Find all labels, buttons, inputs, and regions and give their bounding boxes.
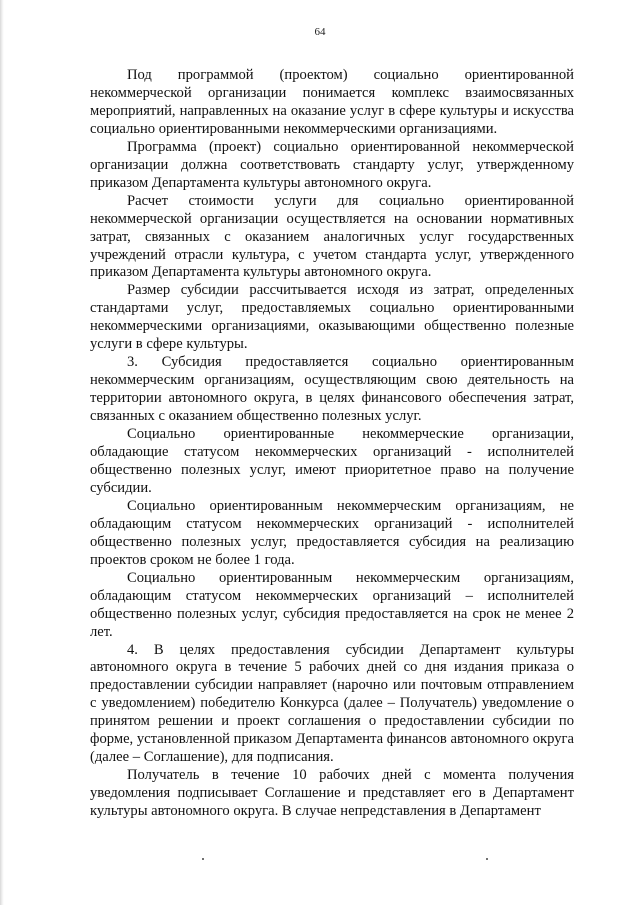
footer-dot-right — [486, 858, 488, 860]
paragraph-clause-4: 4. В целях предоставления субсидии Департамент культуры автономного округа в течение 5 рабочих дней со дня издания приказа о предоставлении субсидии направляет (нарочно или почтовым отправлением с уведомлением) победителю Конкурса (далее – Получатель) уведомление о принятом решении и проект соглашения о предоставлении субсидии по форме, установленной приказом Департамента финансов автономного округа (далее – Соглашение), для подписания. — [90, 641, 574, 766]
paragraph-program-definition: Под программой (проектом) социально ориентированной некоммерческой организации понимается комплекс взаимосвязанных мероприятий, направленных на оказание услуг в сфере культуры и искусства социально ориентированными некоммерческими организациями. — [90, 67, 574, 137]
page-number: 64 — [314, 26, 326, 38]
paragraph-term-one-year: Социально ориентированным некоммерческим организациям, не обладающим статусом некоммерческих организаций - исполнителей общественно полезных услуг, предоставляется субсидия на реализацию проектов сроком не более 1 года. — [90, 497, 574, 568]
footer-dot-left — [202, 858, 204, 860]
paragraph-program-standard: Программа (проект) социально ориентированной некоммерческой организации должна соответствовать стандарту услуг, утвержденному приказом Департамента культуры автономного округа. — [90, 138, 574, 191]
document-body — [90, 67, 574, 821]
paragraph-priority-right: Социально ориентированные некоммерческие организации, обладающие статусом некоммерческих организаций - исполнителей общественно полезных услуг, имеют приоритетное право на получение субсидии. — [90, 426, 574, 496]
paragraph-clause-3: 3. Субсидия предоставляется социально ориентированным некоммерческим организациям, осуществляющим свою деятельность на территории автономного округа, в целях финансового обеспечения затрат, связанных с оказанием общественно полезных услуг. — [90, 354, 574, 425]
paragraph-subsidy-size: Размер субсидии рассчитывается исходя из затрат, определенных стандартами услуг, предоставляемых социально ориентированными некоммерческими организациями, оказывающими общественно полезные услуги в сфере культуры. — [90, 282, 574, 353]
paragraph-recipient-signing: Получатель в течение 10 рабочих дней с момента получения уведомления подписывает Соглашение и представляет его в Департамент культуры автономного округа. В случае непредставления в Департамент — [90, 767, 574, 820]
paragraph-term-two-years: Социально ориентированным некоммерческим организациям, обладающим статусом некоммерческих организаций – исполнителей общественно полезных услуг, субсидия предоставляется на срок не менее 2 лет. — [90, 569, 574, 640]
paragraph-cost-calculation: Расчет стоимости услуги для социально ориентированной некоммерческой организации осуществляется на основании нормативных затрат, связанных с оказанием аналогичных услуг государственных учреждений отрасли культура, с учетом стандарта услуг, утвержденного приказом Департамента культуры автономного округа. — [90, 192, 574, 281]
scan-edge — [0, 0, 4, 905]
